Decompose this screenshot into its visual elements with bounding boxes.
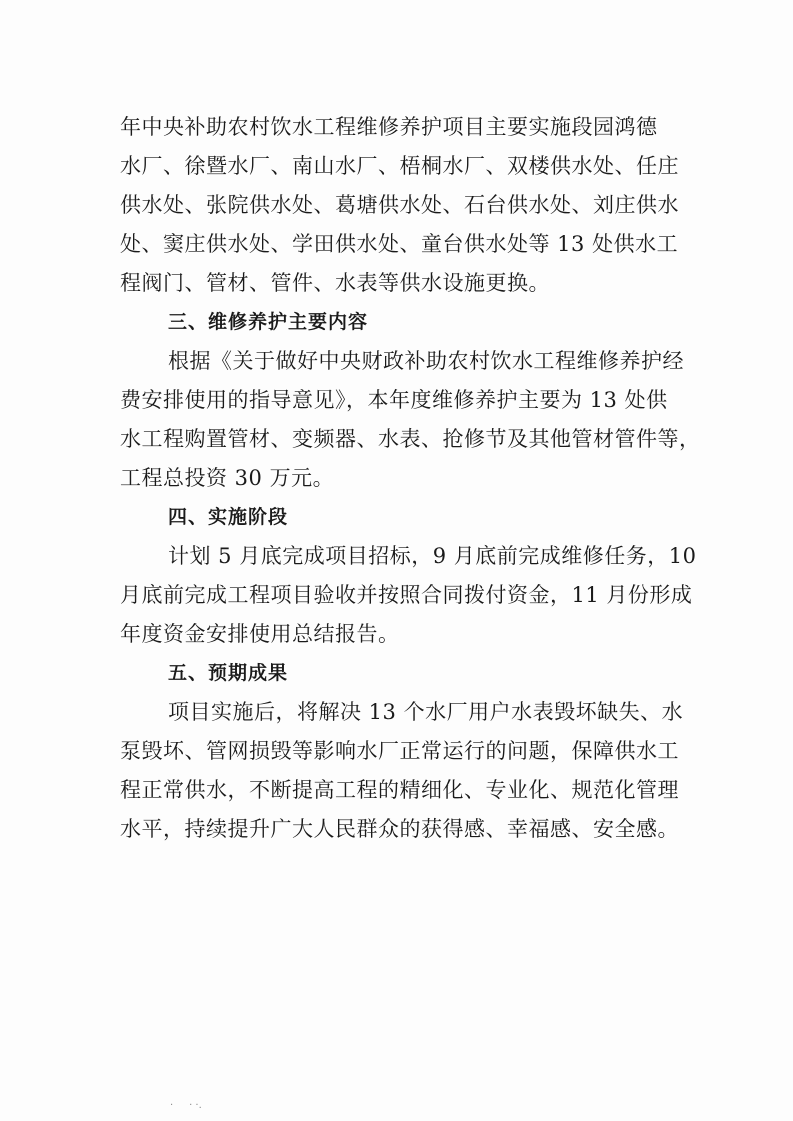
body-line: 年中央补助农村饮水工程维修养护项目主要实施段园鸿德 [120,115,658,139]
body-line: 泵毁坏、管网损毁等影响水厂正常运行的问题，保障供水工 [120,739,679,763]
body-line: 供水处、张院供水处、葛塘供水处、石台供水处、刘庄供水 [120,193,679,217]
body-line: 年度资金安排使用总结报告。 [120,622,400,646]
section-heading-maintenance-content: 三、维修养护主要内容 [168,311,369,333]
document-body [120,108,701,849]
body-line: 水厂、徐暨水厂、南山水厂、梧桐水厂、双楼供水处、任庄 [120,154,679,178]
body-line: 月底前完成工程项目验收并按照合同拨付资金，11 月份形成 [120,583,693,607]
body-line: 水平，持续提升广大人民群众的获得感、幸福感、安全感。 [120,817,679,841]
paragraph-first-line: 项目实施后，将解决 13 个水厂用户水表毁坏缺失、水 [168,700,684,724]
body-line: 工程总投资 30 万元。 [120,466,335,490]
body-line: 程阀门、管材、管件、水表等供水设施更换。 [120,271,550,295]
section-heading-expected-results: 五、预期成果 [168,662,289,684]
paragraph-first-line: 根据《关于做好中央财政补助农村饮水工程维修养护经 [168,349,684,373]
scan-artifact-dots: · · ·. [170,1100,202,1111]
body-line: 费安排使用的指导意见》，本年度维修养护主要为 13 处供 [120,388,668,412]
body-line: 程正常供水，不断提高工程的精细化、专业化、规范化管理 [120,778,679,802]
section-heading-implementation-stage: 四、实施阶段 [168,506,289,528]
body-line: 处、窦庄供水处、学田供水处、童台供水处等 13 处供水工 [120,232,679,256]
paragraph-first-line: 计划 5 月底完成项目招标，9 月底前完成维修任务，10 [168,544,697,568]
body-line: 水工程购置管材、变频器、水表、抢修节及其他管材管件等， [120,427,701,451]
